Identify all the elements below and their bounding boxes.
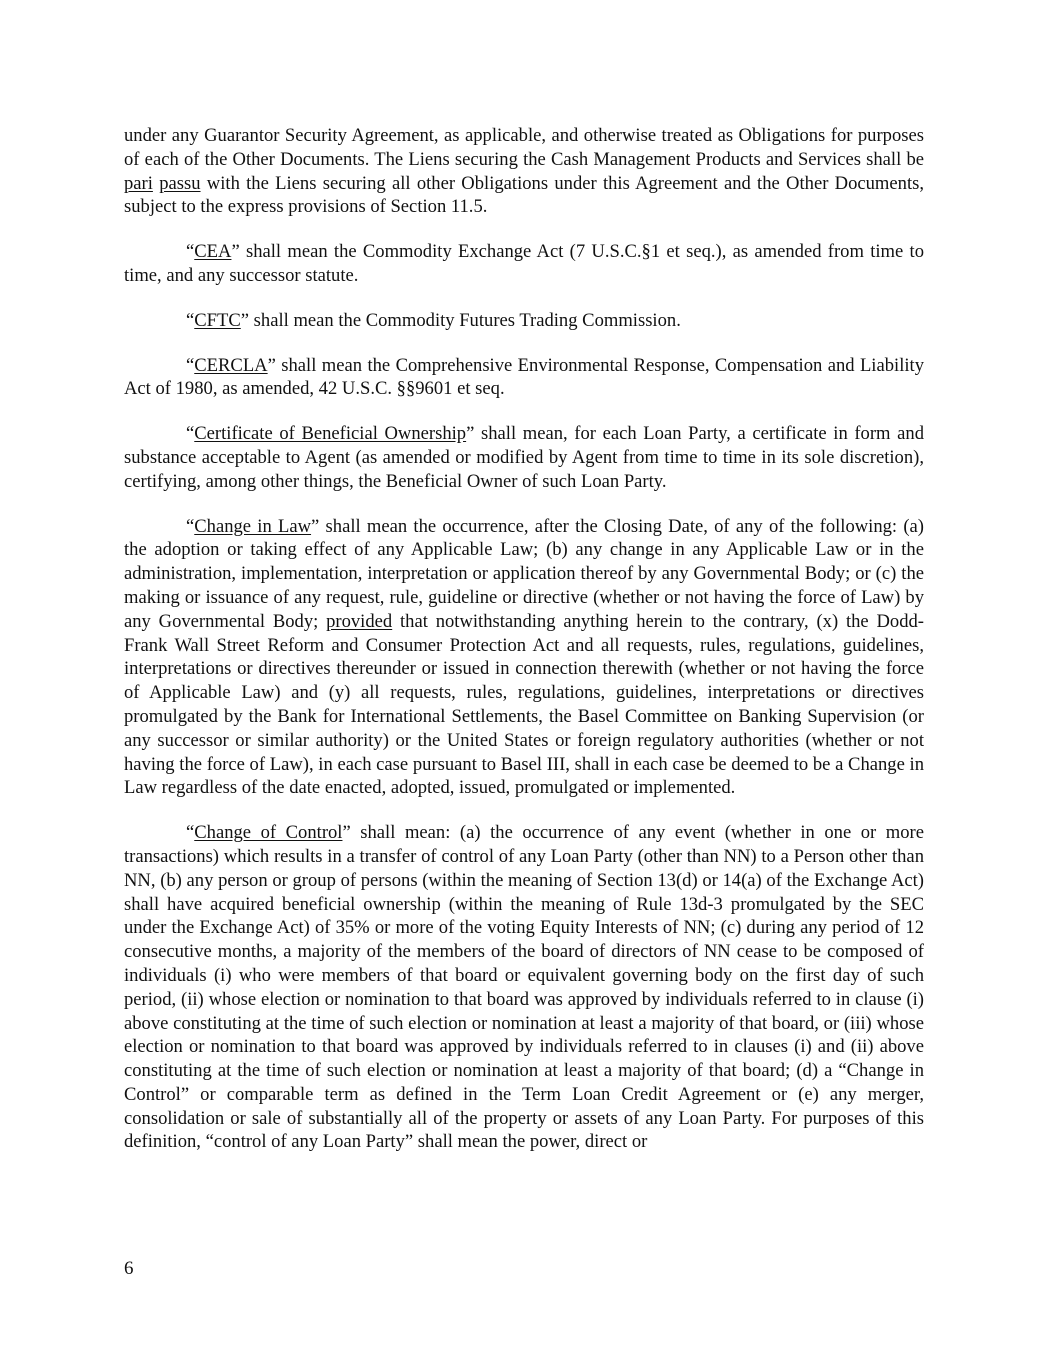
defined-term-cea: CEA bbox=[194, 241, 232, 263]
defined-term-cftc: CFTC bbox=[194, 309, 241, 331]
definition-change-of-control: “Change of Control” shall mean: (a) the occurrence of any event (whether in one or more transactions) which results in a transfer of control of any Loan Party (other than NN) to a Person other than NN, (b) any person or group of persons (within the meaning of Section 13(d) or 14(a) of the Exchange Act) shall have acquired beneficial ownership (within the meaning of Rule 13d-3 promulgated by the SEC under the Exchange Act) of 35% or more of the voting Equity Interests of NN; (c) during any period of 12 consecutive months, a majority of the members of the board of directors of NN cease to be composed of individuals (i) who were members of that board or equivalent governing body on the first day of such period, (ii) whose election or nomination to that board was approved by individuals referred to in clause (i) above constituting at the time of such election or nomination at least a majority of that board, or (iii) whose election or nomination to that board was approved by individuals referred to in clauses (i) and (ii) above constituting at the time of such election or nomination at least a majority of that board; (d) a “Change in Control” or comparable term as defined in the Term Loan Credit Agreement or (e) any merger, consolidation or sale of substantially all of the property or assets of any Loan Party. For purposes of this definition, “control of any Loan Party” shall mean the power, direct or bbox=[124, 822, 924, 1153]
definition-certificate-of-beneficial-ownership: “Certificate of Beneficial Ownership” shall mean, for each Loan Party, a certificate in form and substance acceptable to Agent (as amended or modified by Agent from time to time in its sole discretion), certifying, among other things, the Beneficial Owner of such Loan Party. bbox=[124, 423, 924, 492]
definition-cea: “CEA” shall mean the Commodity Exchange Act (7 U.S.C.§1 et seq.), as amended from time to time, and any successor statute. bbox=[124, 241, 924, 286]
defined-term-cercla: CERCLA bbox=[194, 354, 268, 376]
definition-cercla: “CERCLA” shall mean the Comprehensive Environmental Response, Compensation and Liability Act of 1980, as amended, 42 U.S.C. §§9601 et seq. bbox=[124, 354, 924, 400]
term-passu: passu bbox=[159, 172, 201, 194]
definition-change-in-law: “Change in Law” shall mean the occurrence, after the Closing Date, of any of the following: (a) the adoption or taking effect of any Applicable Law; (b) any change in any Applicable Law or in the administration, implementation, interpretation or application thereof by any Governmental Body; or (c) the making or issuance of any request, rule, guideline or directive (whether or not having the force of Law) by any Governmental Body; provided that notwithstanding anything herein to the contrary, (x) the Dodd-Frank Wall Street Reform and Consumer Protection Act and all requests, rules, regulations, guidelines, interpretations or directives thereunder or issued in connection therewith (whether or not having the force of Applicable Law) and (y) all requests, rules, regulations, guidelines, interpretations or directives promulgated by the Bank for International Settlements, the Basel Committee on Banking Supervision (or any successor or similar authority) or the United States or foreign regulatory authorities (whether or not having the force of Law), in each case pursuant to Basel III, shall in each case be deemed to be a Change in Law regardless of the date enacted, adopted, issued, promulgated or implemented. bbox=[124, 515, 924, 799]
defined-term-certificate-of-beneficial-ownership: Certificate of Beneficial Ownership bbox=[194, 423, 467, 445]
term-pari: pari bbox=[124, 172, 153, 194]
defined-term-change-of-control: Change of Control bbox=[194, 822, 343, 844]
definition-cftc: “CFTC” shall mean the Commodity Futures Trading Commission. bbox=[186, 309, 681, 331]
paragraph-continuation: under any Guarantor Security Agreement, as applicable, and otherwise treated as Obligations for purposes of each of the Other Documents. The Liens securing the Cash Management Products and Services shall be pari passu with the Liens securing all other Obligations under this Agreement and the Other Documents, subject to the express provisions of Section 11.5. bbox=[124, 125, 924, 218]
term-provided: provided bbox=[326, 610, 393, 632]
document-page bbox=[124, 124, 924, 1175]
page-number: 6 bbox=[124, 1258, 134, 1279]
defined-term-change-in-law: Change in Law bbox=[194, 515, 312, 537]
